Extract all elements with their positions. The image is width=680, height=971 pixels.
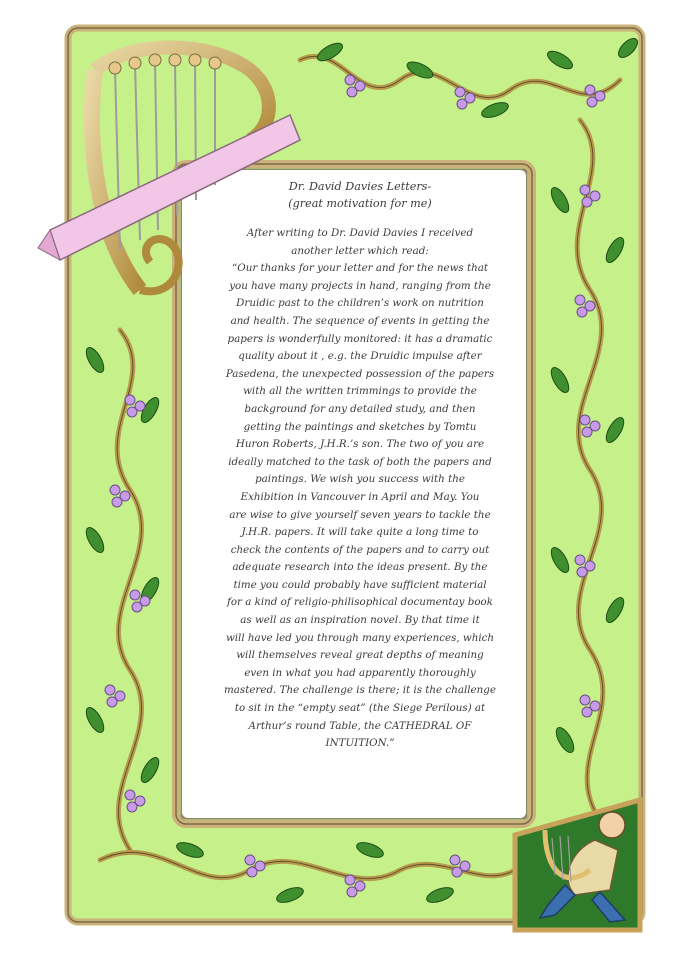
letter-line: will themselves reveal great depths of meaning: [236, 649, 484, 662]
letter-line: J.H.R. papers. It will take quite a long time to: [241, 526, 479, 539]
letter-line: will have led you through many experiences, which: [225, 631, 495, 644]
letter-text: [195, 178, 525, 753]
letter-line: Arthur’s round Table, the CATHEDRAL OF: [248, 719, 472, 732]
letter-line: INTUITION.”: [325, 737, 395, 750]
letter-line: as well as an inspiration novel. By that time it: [240, 614, 480, 627]
letter-line: Exhibition in Vancouver in April and May. You: [240, 490, 480, 503]
letter-line: another letter which read:: [291, 244, 429, 257]
letter-title-line-1: Dr. David Davies Letters-: [288, 180, 432, 193]
letter-line: After writing to Dr. David Davies I received: [246, 227, 474, 239]
letter-line: for a kind of religio-philisophical documentay book: [227, 596, 493, 609]
letter-line: even in what you had apparently thoroughly: [244, 666, 476, 679]
letter-line: mastered. The challenge is there; it is the challenge: [224, 684, 496, 697]
letter-line: papers is wonderfully monitored: it has a dramatic: [227, 332, 493, 345]
letter-line: Druidic past to the children’s work on nutrition: [236, 297, 484, 310]
letter-line: and health. The sequence of events in getting the: [230, 314, 490, 327]
letter-line: quality about it , e.g. the Druidic impulse after: [238, 350, 482, 363]
letter-line: getting the paintings and sketches by Tomtu: [243, 420, 477, 433]
letter-line: time you could probably have sufficient material: [233, 578, 487, 591]
letter-line: Huron Roberts, J.H.R.’s son. The two of you are: [235, 438, 485, 451]
letter-line: with all the written trimmings to provide the: [243, 385, 477, 398]
letter-line: ideally matched to the task of both the papers and: [228, 455, 492, 468]
letter-line: “Our thanks for your letter and for the news that: [232, 262, 488, 275]
letter-line: paintings. We wish you success with the: [255, 473, 465, 486]
letter-line: are wise to give yourself seven years to tackle the: [229, 508, 491, 521]
letter-line: to sit in the “empty seat” (the Siege Perilous) at: [234, 702, 486, 715]
letter-line: background for any detailed study, and then: [244, 402, 476, 415]
letter-line: adequate research into the ideas present. By the: [232, 561, 488, 574]
letter-line: Pasedena, the unexpected possession of the papers: [225, 367, 495, 380]
letter-title-line-2: (great motivation for me): [288, 197, 432, 210]
letter-line: check the contents of the papers and to carry out: [230, 543, 490, 556]
letter-line: you have many projects in hand, ranging from the: [229, 279, 491, 292]
